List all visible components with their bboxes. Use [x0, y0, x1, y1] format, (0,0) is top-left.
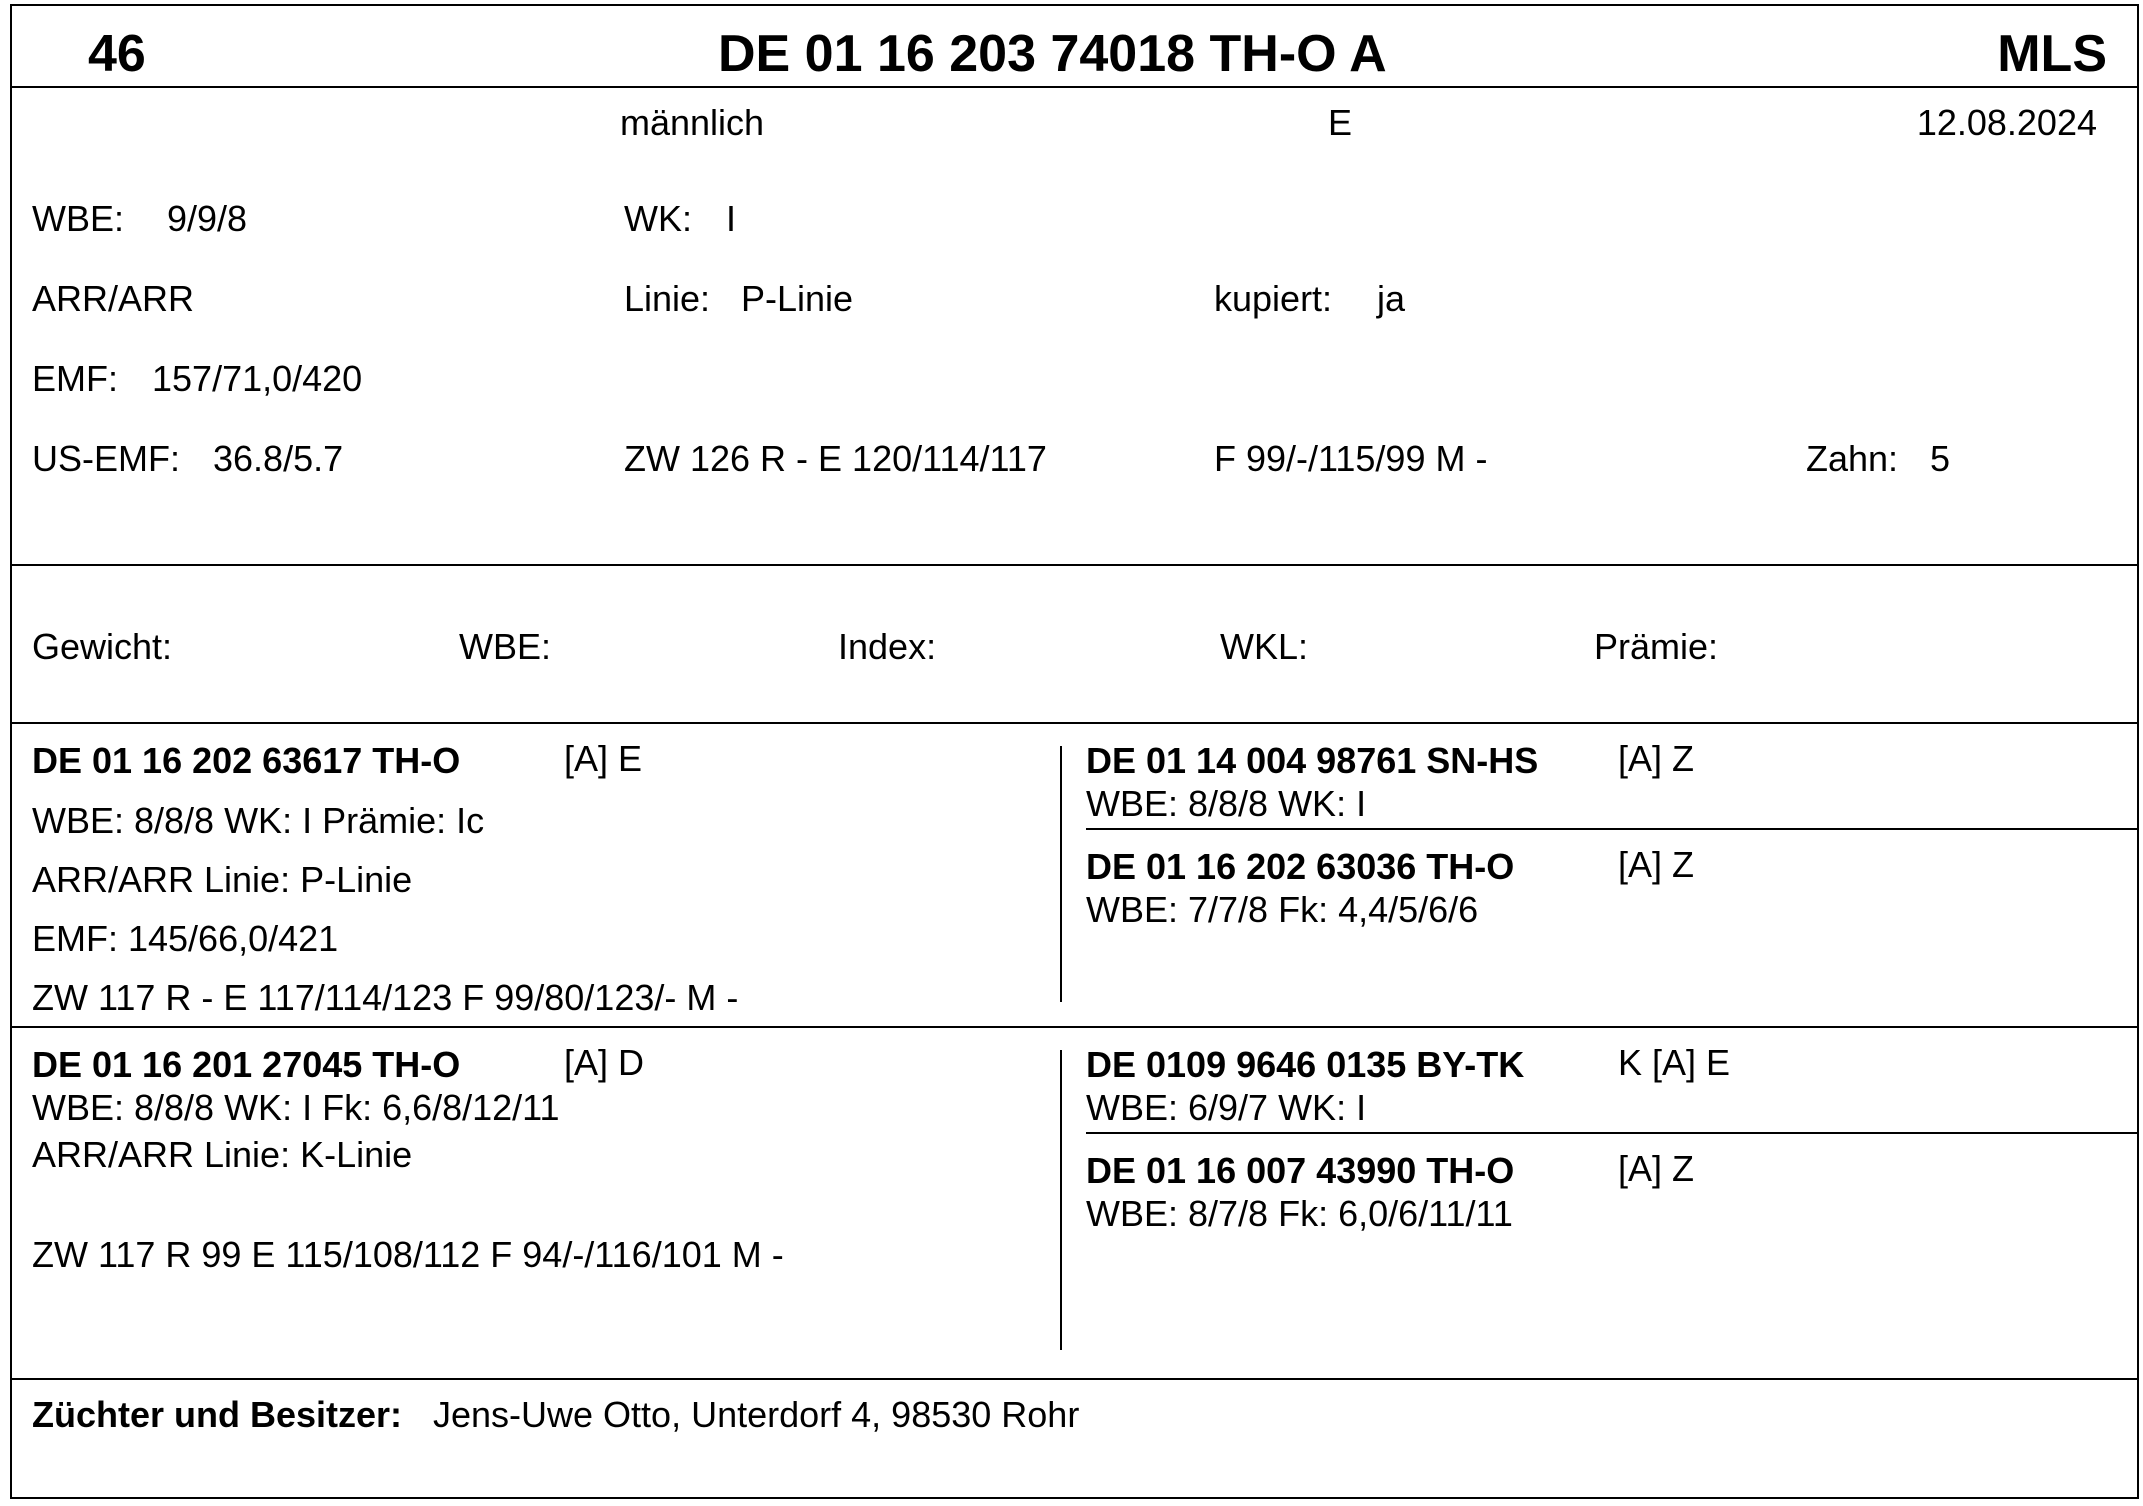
- sire-line2: ARR/ARR Linie: P-Linie: [32, 859, 413, 900]
- breeding-value: ZW 126 R - E 120/114/117: [624, 438, 1047, 479]
- sire-sire-tag: [A] Z: [1618, 738, 1695, 779]
- dam-column-divider: [1060, 1050, 1062, 1350]
- wk-value: I: [726, 198, 737, 239]
- sire-id: DE 01 16 202 63617 TH-O: [32, 740, 461, 781]
- dam-id: DE 01 16 201 27045 TH-O: [32, 1044, 461, 1085]
- dam-line2: ARR/ARR Linie: K-Linie: [32, 1134, 413, 1175]
- sire-sire-line1: WBE: 8/8/8 WK: I: [1086, 783, 1367, 824]
- dam-parents-divider: [1086, 1132, 2137, 1134]
- sex: männlich: [620, 102, 765, 143]
- dam-line1: WBE: 8/8/8 WK: I Fk: 6,6/8/12/11: [32, 1087, 560, 1128]
- sire-line3: EMF: 145/66,0/421: [32, 918, 339, 959]
- sire-dam-tag: [A] Z: [1618, 844, 1695, 885]
- sire-line4: ZW 117 R - E 117/114/123 F 99/80/123/- M -: [32, 977, 739, 1018]
- dam-dam-line1: WBE: 8/7/8 Fk: 6,0/6/11/11: [1086, 1193, 1513, 1234]
- main-divider: [12, 564, 2137, 566]
- dam-dam-id: DE 01 16 007 43990 TH-O: [1086, 1150, 1515, 1191]
- usemf-label: US-EMF:: [32, 438, 180, 479]
- dam-sire-tag: K [A] E: [1618, 1042, 1731, 1083]
- sire-dam-divider: [12, 1026, 2137, 1028]
- breeder-label: Züchter und Besitzer:: [32, 1394, 403, 1435]
- zahn-label: Zahn:: [1806, 438, 1899, 479]
- wk-label: WK:: [624, 198, 692, 239]
- sire-tag: [A] E: [564, 738, 643, 779]
- gewicht-label: Gewicht:: [32, 626, 173, 667]
- zahn-value: 5: [1930, 438, 1951, 479]
- praemie-label: Prämie:: [1594, 626, 1719, 667]
- index-label: Index:: [838, 626, 937, 667]
- dam-dam-tag: [A] Z: [1618, 1148, 1695, 1189]
- animal-card: [10, 4, 2139, 1499]
- sire-line1: WBE: 8/8/8 WK: I Prämie: Ic: [32, 800, 485, 841]
- catalog-number: 46: [88, 25, 146, 83]
- sire-dam-line1: WBE: 7/7/8 Fk: 4,4/5/6/6: [1086, 889, 1479, 930]
- emf-value: 157/71,0/420: [152, 358, 363, 399]
- sire-sire-id: DE 01 14 004 98761 SN-HS: [1086, 740, 1539, 781]
- date: 12.08.2024: [1916, 102, 2097, 143]
- kupiert-label: kupiert:: [1214, 278, 1333, 319]
- header-divider: [12, 86, 2137, 88]
- footer-divider: [12, 1378, 2137, 1380]
- wbe-label: WBE:: [32, 198, 125, 239]
- arr: ARR/ARR: [32, 278, 195, 319]
- scoring-divider: [12, 722, 2137, 724]
- breed-code: MLS: [1997, 25, 2107, 83]
- dam-sire-id: DE 0109 9646 0135 BY-TK: [1086, 1044, 1525, 1085]
- dam-tag: [A] D: [564, 1042, 645, 1083]
- registration-number: DE 01 16 203 74018 TH-O A: [718, 25, 1387, 83]
- dam-line3: ZW 117 R 99 E 115/108/112 F 94/-/116/101 M -: [32, 1234, 784, 1275]
- grade: E: [1328, 102, 1353, 143]
- sire-parents-divider: [1086, 828, 2137, 830]
- sire-dam-id: DE 01 16 202 63036 TH-O: [1086, 846, 1515, 887]
- dam-sire-line1: WBE: 6/9/7 WK: I: [1086, 1087, 1367, 1128]
- linie-label: Linie:: [624, 278, 711, 319]
- emf-label: EMF:: [32, 358, 118, 399]
- f-value: F 99/-/115/99 M -: [1214, 438, 1488, 479]
- kupiert-value: ja: [1377, 278, 1406, 319]
- sire-column-divider: [1060, 746, 1062, 1002]
- breeder-value: Jens-Uwe Otto, Unterdorf 4, 98530 Rohr: [433, 1394, 1080, 1435]
- usemf-value: 36.8/5.7: [213, 438, 344, 479]
- linie-value: P-Linie: [741, 278, 854, 319]
- wbe-value: 9/9/8: [167, 198, 248, 239]
- wkl-label: WKL:: [1220, 626, 1309, 667]
- scoring-wbe-label: WBE:: [459, 626, 552, 667]
